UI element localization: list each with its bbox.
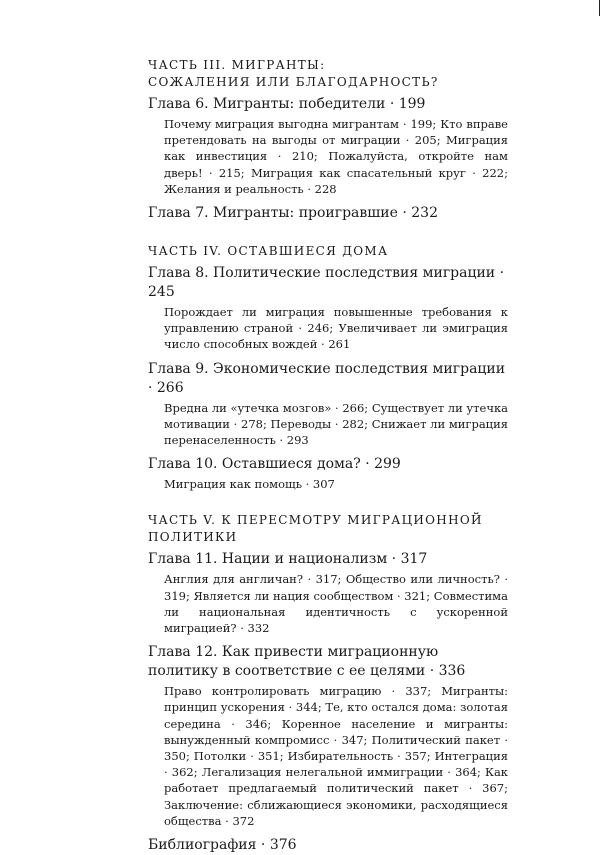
- bibliography-entry: Библиография · 376: [148, 837, 297, 854]
- chapter-7-title: Глава 7. Мигранты: проигравшие · 232: [148, 205, 438, 222]
- chapter-12-title: Глава 12. Как привести миграционную политику в соответствие с ее целями · 336: [148, 644, 466, 680]
- chapter-12-sections: Право контролировать миграцию · 337; Мигранты: принцип ускорения · 344; Те, кто остался дома: золотая середина · 346; Коренное население и мигранты: вынужденный компромисс · 347; Политический пакет · 350; Потолки · 351; Избирательность · 357; Интеграция · 362; Легализация нелегальной иммиграции · 364; Как работает предлагаемый политический пакет · 367; Заключение: сближающиеся экономики, расходящиеся общества · 372: [164, 684, 508, 828]
- part-3-subheading: СОЖАЛЕНИЯ ИЛИ БЛАГОДАРНОСТЬ?: [148, 75, 439, 89]
- chapter-6-title: Глава 6. Мигранты: победители · 199: [148, 96, 426, 112]
- chapter-11-sections: Англия для англичан? · 317; Общество или личность? · 319; Является ли нация сообществом · 321; Совместима ли национальная идентичность с ускоренной миграцией? · 332: [164, 572, 508, 636]
- chapter-6-sections: Почему миграция выгодна мигрантам · 199; Кто вправе претендовать на выгоды от миграции · 205; Миграция как инвестиция · 210; Пожалуйста, откройте нам дверь! · 215; Миграция как спасательный круг · 222; Желания и реальность · 228: [164, 117, 508, 196]
- chapter-8-title: Глава 8. Политические последствия миграции · 245: [148, 265, 505, 301]
- chapter-9-sections: Вредна ли «утечка мозгов» · 266; Существует ли утечка мотивации · 278; Переводы · 282; Снижает ли миграция перенаселенность · 293: [164, 400, 508, 448]
- chapter-9-title: Глава 9. Экономические последствия миграции · 266: [148, 360, 506, 396]
- chapter-11-title: Глава 11. Нации и национализм · 317: [148, 551, 428, 568]
- chapter-10-title: Глава 10. Оставшиеся дома? · 299: [148, 456, 401, 473]
- table-of-contents: [148, 57, 508, 855]
- part-3-heading: ЧАСТЬ III. МИГРАНТЫ:: [148, 58, 326, 72]
- part-5-heading: ЧАСТЬ V. К ПЕРЕСМОТРУ МИГРАЦИОННОЙ: [148, 513, 483, 528]
- part-4-heading: ЧАСТЬ IV. ОСТАВШИЕСЯ ДОМА: [148, 244, 389, 259]
- chapter-10-sections: Миграция как помощь · 307: [164, 477, 335, 492]
- part-5-subheading: ПОЛИТИКИ: [148, 530, 238, 545]
- chapter-8-sections: Порождает ли миграция повышенные требования к управлению страной · 246; Увеличивает ли эмиграция число способных вождей · 261: [164, 305, 508, 352]
